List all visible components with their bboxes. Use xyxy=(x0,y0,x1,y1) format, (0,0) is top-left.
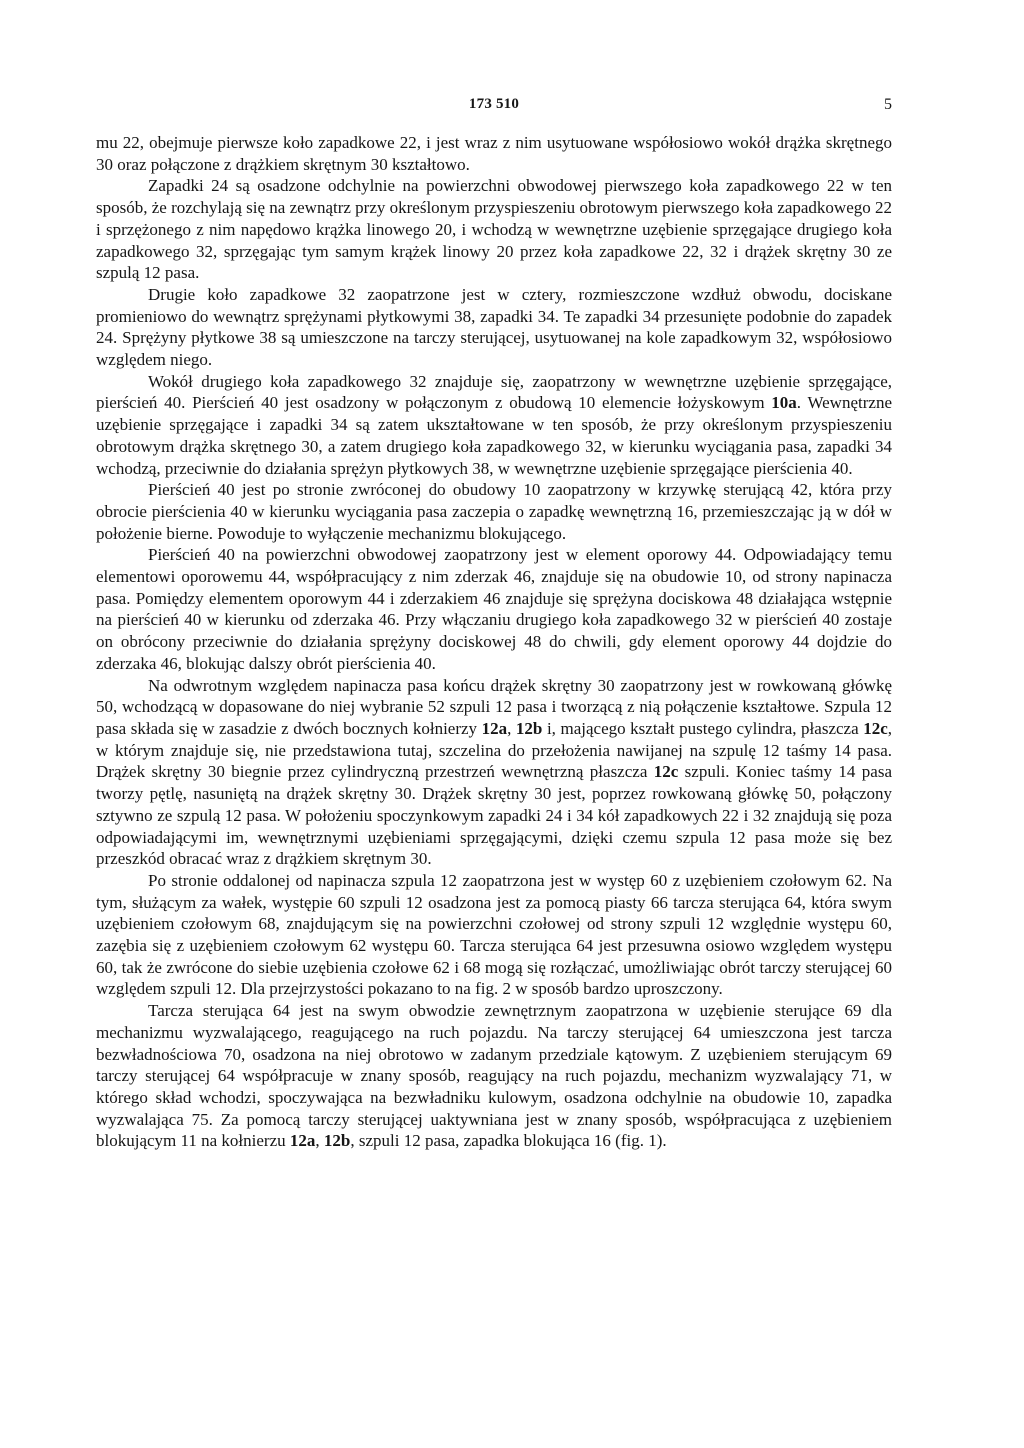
paragraph xyxy=(96,132,892,175)
reference-label: 12a xyxy=(289,1131,316,1151)
body-text xyxy=(96,132,892,1152)
reference-label: 12b xyxy=(515,718,543,738)
text-run: Wokół drugiego koła zapadkowego 32 znajduje się, zaopatrzony w wewnętrzne uzębienie sprzęgające, pierścień 40. Pierścień 40 jest osadzony w połączonym z obudową 10 elemencie łożyskowym xyxy=(96,371,892,413)
text-run: szpuli. Koniec taśmy 14 pasa tworzy pętlę, nasuniętą na drążek skrętny 30. Drążek skrętny 30 jest, poprzez rowkowaną główkę 50, połączony sztywno ze szpulą 12 pasa. W położeniu spoczynkowym zapadki 24 i 34 kół zapadkowych 22 i 32 znajdują się poza odpowiadającymi im, wewnętrznymi uzębieniami sprzęgającymi, dzięki czemu szpula 12 pasa może się bez przeszkód obracać wraz z drążkiem skrętnym 30. xyxy=(96,762,892,869)
document-id: 173 510 xyxy=(468,96,520,112)
paragraph xyxy=(96,675,892,870)
page-number: 5 xyxy=(884,96,892,113)
reference-label: 10a xyxy=(771,393,797,413)
text-run: Tarcza sterująca 64 jest na swym obwodzie zewnętrznym zaopatrzona w uzębienie sterujące 69 dla mechanizmu wyzwalającego, reagującego na ruch pojazdu. Na tarczy sterującej 64 umieszczona jest tarcza bezwładnościowa 70, osadzona na niej obrotowo w zadanym przedziale kątowym. Z uzębieniem sterującym 69 tarczy sterującej 64 współpracuje w znany sposób, reagujący na ruch pojazdu, mechanizm wyzwalający 71, w którego skład wchodzi, spoczywająca na bezwładniku kulowym, osadzona odchylnie na obudowie 10, zapadka wyzwalająca 75. Za pomocą tarczy sterującej uaktywniana jest w znany sposób, współpracująca z uzębieniem blokującym 11 na kołnierzu xyxy=(96,1001,892,1151)
paragraph xyxy=(96,870,892,1000)
text-run: Zapadki 24 są osadzone odchylnie na powierzchni obwodowej pierwszego koła zapadkowego 22 w ten sposób, że rozchylają się na zewnątrz przy określonym przyspieszeniu obrotowym pierwszego koła zapadkowego 22 i sprzężonego z nim napędowo krążka linowego 20, i wchodzą w wewnętrzne uzębienie sprzęgające drugiego koła zapadkowego 32, sprzęgając tym samym krążek linowy 20 przez koła zapadkowe 22, 32 i drążek skrętny 30 ze szpulą 12 pasa. xyxy=(96,176,892,283)
text-run: Drugie koło zapadkowe 32 zaopatrzone jest w cztery, rozmieszczone wzdłuż obwodu, dociskane promieniowo do wewnątrz sprężynami płytkowymi 38, zapadki 34. Te zapadki 34 przesunięte podobnie do zapadek 24. Sprężyny płytkowe 38 są umieszczone na tarczy sterującej, usytuowanej na kole zapadkowym 32, współosiowo względem niego. xyxy=(96,284,892,370)
text-run: Pierścień 40 jest po stronie zwróconej do obudowy 10 zaopatrzony w krzywkę sterującą 42, która przy obrocie pierścienia 40 w kierunku wyciągania pasa zaczepia o zapadkę wewnętrzną 16, przemieszczając ją w dół w położenie bierne. Powoduje to wyłączenie mechanizmu blokującego. xyxy=(96,480,892,543)
paragraph xyxy=(96,544,892,674)
paragraph xyxy=(96,284,892,371)
paragraph xyxy=(96,479,892,544)
reference-label: 12a xyxy=(481,718,508,738)
reference-label: 12c xyxy=(653,762,679,782)
text-run: i, mającego kształt pustego cylindra, płaszcza xyxy=(542,718,864,738)
reference-label: 12b xyxy=(323,1131,351,1151)
paragraph xyxy=(96,371,892,480)
text-run: , w którym znajduje się, nie przedstawiona tutaj, szczelina do przełożenia nawijanej na szpulę 12 taśmy 14 pasa. Drążek skrętny 30 biegnie przez cylindryczną przestrzeń wewnętrzną płaszcza xyxy=(96,718,892,782)
text-run: . Wewnętrzne uzębienie sprzęgające i zapadki 34 są zatem ukształtowane w ten sposób, że przy określonym przyspieszeniu obrotowym drążka skrętnego 30, a zatem drugiego koła zapadkowego 32, w kierunku wyciągania pasa, zapadki 34 wchodzą, przeciwnie do działania sprężyn płytkowych 38, w wewnętrzne uzębienie sprzęgające pierścienia 40. xyxy=(96,393,892,478)
text-run: , xyxy=(315,1131,324,1151)
paragraph xyxy=(96,1000,892,1152)
text-run: Pierścień 40 na powierzchni obwodowej zaopatrzony jest w element oporowy 44. Odpowiadający temu elementowi oporowemu 44, współpracujący z nim zderzak 46, znajduje się na obudowie 10, od strony napinacza pasa. Pomiędzy elementem oporowym 44 i zderzakiem 46 znajduje się sprężyna dociskowa 48 działająca wstępnie na pierścień 40 w kierunku od zderzaka 46. Przy włączaniu drugiego koła zapadkowego 32 w pierścień 40 zostaje on obrócony przeciwnie do działania sprężyny dociskowej 48 do chwili, gdy element oporowy 44 dojdzie do zderzaka 46, blokując dalszy obrót pierścienia 40. xyxy=(96,545,892,673)
text-run: mu 22, obejmuje pierwsze koło zapadkowe 22, i jest wraz z nim usytuowane współosiowo wokół drążka skrętnego 30 oraz połączone z drążkiem skrętnym 30 kształtowo. xyxy=(96,133,892,174)
text-run: , szpuli 12 pasa, zapadka blokująca 16 (fig. 1). xyxy=(350,1131,667,1151)
text-run: Na odwrotnym względem napinacza pasa końcu drążek skrętny 30 zaopatrzony jest w rowkowaną główkę 50, wchodzącą w dopasowane do niej wybranie 52 szpuli 12 pasa i tworzącą z nią połączenie kształtowe. Szpula 12 pasa składa się w zasadzie z dwóch bocznych kołnierzy xyxy=(96,675,892,738)
text-run: , xyxy=(507,718,516,738)
page-header xyxy=(96,96,892,118)
text-run: Po stronie oddalonej od napinacza szpula 12 zaopatrzona jest w występ 60 z uzębieniem czołowym 62. Na tym, służącym za wałek, występie 60 szpuli 12 osadzona jest za pomocą piasty 66 tarcza sterująca 64, która swym uzębieniem czołowym 68, znajdującym się na powierzchni czołowej od strony szpuli 12 względnie występu 60, zazębia się z uzębieniem czołowym 62 występu 60. Tarcza sterująca 64 jest przesuwna osiowo względem występu 60, tak że zwrócone do siebie uzębienia czołowe 62 i 68 mogą się rozłączać, umożliwiając obrót tarczy sterującej 60 względem szpuli 12. Dla przejrzystości pokazano to na fig. 2 w sposób bardzo uproszczony. xyxy=(96,870,892,999)
reference-label: 12c xyxy=(863,718,888,738)
paragraph xyxy=(96,175,892,284)
